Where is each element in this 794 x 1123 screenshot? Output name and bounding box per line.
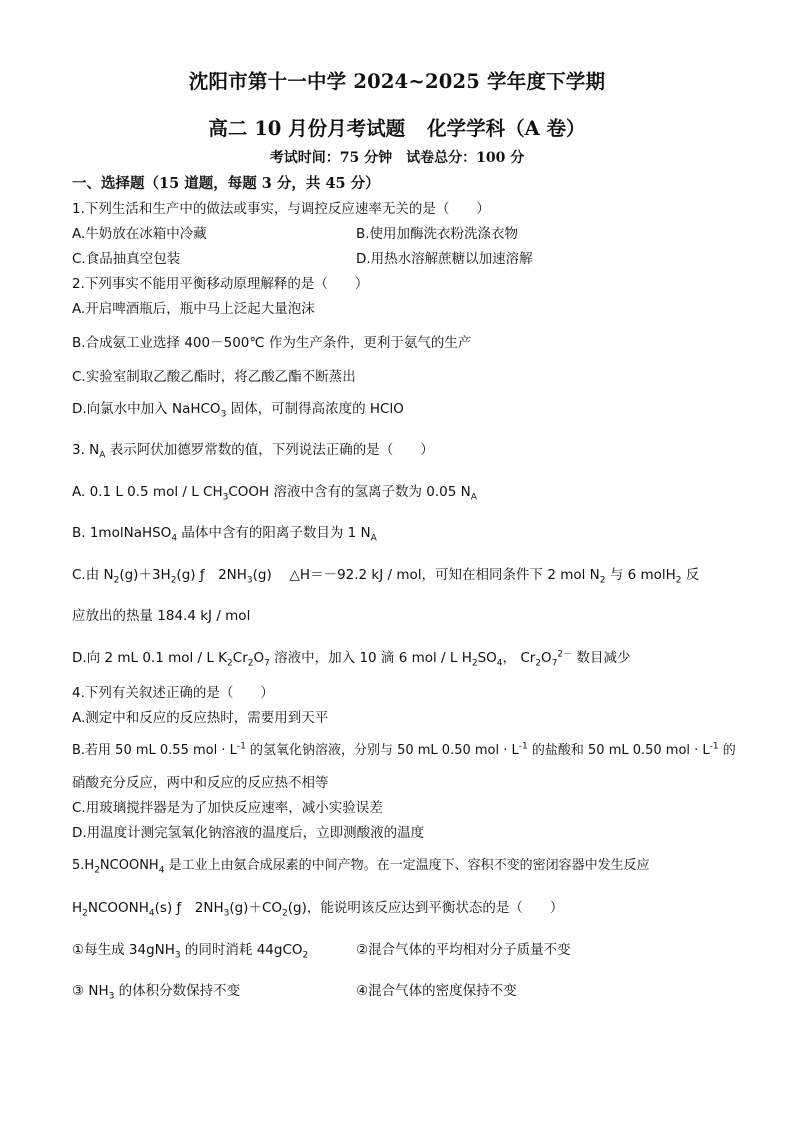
q4-option-a: A.测定中和反应的反应热时，需要用到天平 xyxy=(72,710,329,726)
q4-option-d: D.用温度计测完氢氧化钠溶液的温度后，立即测酸液的温度 xyxy=(72,825,425,841)
q2-option-b: B.合成氨工业选择 400－500℃ 作为生产条件，更利于氨气的生产 xyxy=(72,335,472,351)
q3-option-d: D.向 2 mL 0.1 mol / L $K_2Cr_2O_7$ 溶液中，加入 10 滴 6 mol / L $H_2SO_4$， $Cr_2O_7^{2-}$ 数目减少 xyxy=(72,649,631,669)
q2-option-d: D.向氯水中加入 NaHCO$_3$ 固体，可制得高浓度的 HClO xyxy=(72,401,404,420)
q4-option-c: C.用玻璃搅拌器是为了加快反应速率，减小实验误差 xyxy=(72,800,383,816)
q4-stem: 4.下列有关叙述正确的是（ ） xyxy=(72,685,274,701)
q2-stem: 2.下列事实不能用平衡移动原理解释的是（ ） xyxy=(72,276,369,292)
q1-option-b: B.使用加酶洗衣粉洗涤衣物 xyxy=(356,226,519,242)
q5-equation: $H_2NCOONH_4(s)$ ƒ $2NH_3(g)+CO_2(g)$，能说明该反应达到平衡状态的是（ ） xyxy=(72,900,564,919)
q4-option-b-cont: 硝酸充分反应，两中和反应的反应热不相等 xyxy=(72,775,329,791)
q5-statement-4: ④混合气体的密度保持不变 xyxy=(356,983,517,999)
exam-score: 试卷总分：100 分 xyxy=(406,150,525,166)
q2-option-a: A.开启啤酒瓶后，瓶中马上泛起大量泡沫 xyxy=(72,301,315,317)
q5-statement-3: ③ $NH_3$ 的体积分数保持不变 xyxy=(72,983,241,1002)
q1-option-d: D.用热水溶解蔗糖以加速溶解 xyxy=(356,251,533,267)
exam-title-line2 xyxy=(0,113,794,141)
q1-option-a: A.牛奶放在冰箱中冷藏 xyxy=(72,226,207,242)
exam-title-line1: 沈阳市第十一中学 2024~2025 学年度下学期 xyxy=(188,70,606,93)
q3-option-a: A. 0.1 L 0.5 mol / L $CH_3COOH$ 溶液中含有的氢离子数为 0.05 $N_A$ xyxy=(72,484,477,503)
exam-time: 考试时间：75 分钟 xyxy=(269,150,393,166)
q5-stem: $5.H_2NCOONH_4$ 是工业上由氨合成尿素的中间产物。在一定温度下、容积不变的密闭容器中发生反应 xyxy=(72,858,650,876)
q2-option-c: C.实验室制取乙酸乙酯时，将乙酸乙酯不断蒸出 xyxy=(72,369,356,385)
q4-option-b: B.若用 50 mL 0.55 mol · $L^{-1}$ 的氢氧化钠溶液，分别与 50 mL 0.50 mol · $L^{-1}$ 的盐酸和 50 mL 0.50 mol · $L^{-1}$ 的 xyxy=(72,741,736,758)
section-heading: 一、选择题（15 道题，每题 3 分，共 45 分） xyxy=(72,175,380,192)
exam-info xyxy=(0,147,794,167)
q5-statement-2: ②混合气体的平均相对分子质量不变 xyxy=(356,942,571,958)
q3-option-c: C.由 $N_2(g)+3H_2(g)$ ƒ $2NH_3(g)$ △H＝－92.2 kJ / mol，可知在相同条件下 2 mol $N_2$ 与 6 molH$_2$ 反 xyxy=(72,567,700,586)
q1-option-c: C.食品抽真空包装 xyxy=(72,251,181,267)
q3-stem: 3. $N_A$ 表示阿伏加德罗常数的值，下列说法正确的是（ ） xyxy=(72,442,434,461)
q5-statement-1: ①每生成 34gNH$_3$ 的同时消耗 44gCO$_2$ xyxy=(72,942,309,961)
q3-option-c-cont: 应放出的热量 184.4 kJ / mol xyxy=(72,608,251,624)
exam-title-grade: 高二 10 月份月考试题 xyxy=(208,117,406,140)
q1-stem: 1.下列生活和生产中的做法或事实，与调控反应速率无关的是（ ） xyxy=(72,201,490,217)
q3-option-b: B. 1molNaHSO$_4$ 晶体中含有的阳离子数目为 1 $N_A$ xyxy=(72,525,377,544)
exam-title-subject: 化学学科（A 卷） xyxy=(427,117,586,140)
